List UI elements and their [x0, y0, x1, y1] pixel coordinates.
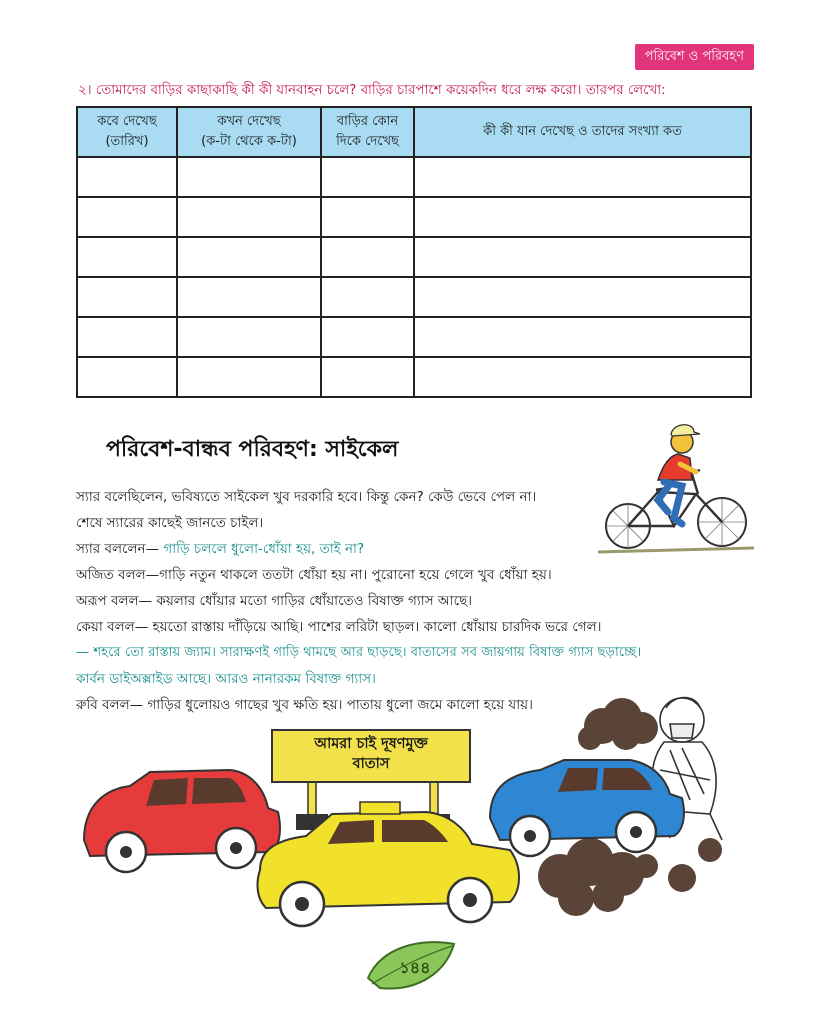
table-cell[interactable] [414, 277, 751, 317]
table-cell[interactable] [177, 237, 321, 277]
teal-dialogue: কার্বন ডাইঅক্সাইড আছে। আরও নানারকম বিষাক্ত গ্যাস। [76, 671, 376, 687]
table-cell[interactable] [414, 237, 751, 277]
table-cell[interactable] [177, 197, 321, 237]
table-cell[interactable] [414, 197, 751, 237]
table-cell[interactable] [177, 277, 321, 317]
teal-dialogue: গাড়ি চললে ধুলো-ধোঁয়া হয়, তাই না? [163, 541, 365, 557]
table-row [77, 357, 751, 397]
table-cell[interactable] [77, 357, 177, 397]
section-title: পরিবেশ-বান্ধব পরিবহণ: সাইকেল [106, 437, 399, 462]
paragraph-line: অজিত বলল—গাড়ি নতুন থাকলে ততটা ধোঁয়া হয় না। পুরোনো হয়ে গেলে খুব ধোঁয়া হয়। [76, 567, 552, 583]
paragraph-line: অরূপ বলল— কয়লার ধোঁয়ার মতো গাড়ির ধোঁয়াতেও বিষাক্ত গ্যাস আছে। [76, 593, 473, 609]
table-cell[interactable] [77, 157, 177, 197]
teal-dialogue: — শহরে তো রাস্তায় জ্যাম। সারাক্ষণই গাড়ি থামছে আর ছাড়ছে। বাতাসের সব জায়গায় বিষাক্ত গ্যাস ছড়াচ্ছে। [76, 645, 642, 660]
sign-line-2: বাতাস [352, 756, 390, 772]
sign-board-text [272, 734, 470, 774]
page-number: ১৪৪ [399, 958, 431, 977]
table-row [77, 157, 751, 197]
table-cell[interactable] [414, 317, 751, 357]
question-text: ২। তোমাদের বাড়ির কাছাকাছি কী কী যানবাহন চলে? বাড়ির চারপাশে কয়েকদিন ধরে লক্ষ করো। তারপর লেখো: [78, 83, 666, 98]
speaker-text: স্যার বললেন— [76, 541, 164, 557]
table-cell[interactable] [321, 197, 414, 237]
paragraph-line: শেষে স্যারের কাছেই জানতে চাইল। [76, 515, 264, 531]
table-cell[interactable] [321, 237, 414, 277]
table-row [77, 317, 751, 357]
table-cell[interactable] [177, 357, 321, 397]
table-cell[interactable] [321, 277, 414, 317]
paragraph-line: কেয়া বলল— হয়তো রাস্তায় দাঁড়িয়ে আছি। পাশের লরিটা ছাড়ল। কালো ধোঁয়ায় চারদিক ভরে গেল। [76, 619, 602, 635]
table-cell[interactable] [414, 157, 751, 197]
paragraph-line [76, 539, 756, 559]
table-header-vehicles: কী কী যান দেখেছ ও তাদের সংখ্যা কত [414, 107, 751, 157]
paragraph-line: রুবি বলল— গাড়ির ধুলোয়ও গাছের খুব ক্ষতি হয়। পাতায় ধুলো জমে কালো হয়ে যায়। [76, 697, 533, 713]
traffic-illustration [70, 690, 760, 940]
table-row [77, 237, 751, 277]
chapter-tag: পরিবেশ ও পরিবহণ [635, 44, 754, 70]
table-cell[interactable] [77, 317, 177, 357]
table-header-direction: বাড়ির কোন দিকে দেখেছ [321, 107, 414, 157]
table-cell[interactable] [77, 277, 177, 317]
cyclist-illustration [596, 408, 756, 556]
table-header-time: কখন দেখেছ (ক-টা থেকে ক-টা) [177, 107, 321, 157]
table-cell[interactable] [77, 237, 177, 277]
table-cell[interactable] [177, 317, 321, 357]
table-cell[interactable] [321, 317, 414, 357]
table-cell[interactable] [77, 197, 177, 237]
sign-line-1: আমরা চাই দূষণমুক্ত [314, 736, 428, 752]
table-row [77, 197, 751, 237]
paragraph-line: স্যার বলেছিলেন, ভবিষ্যতে সাইকেল খুব দরকারি হবে। কিন্তু কেন? কেউ ভেবে পেল না। [76, 489, 537, 505]
table-row [77, 277, 751, 317]
table-header-row [77, 107, 751, 157]
table-cell[interactable] [321, 157, 414, 197]
table-header-date: কবে দেখেছ (তারিখ) [77, 107, 177, 157]
table-cell[interactable] [414, 357, 751, 397]
table-cell[interactable] [177, 157, 321, 197]
table-cell[interactable] [321, 357, 414, 397]
observation-table [76, 106, 752, 398]
